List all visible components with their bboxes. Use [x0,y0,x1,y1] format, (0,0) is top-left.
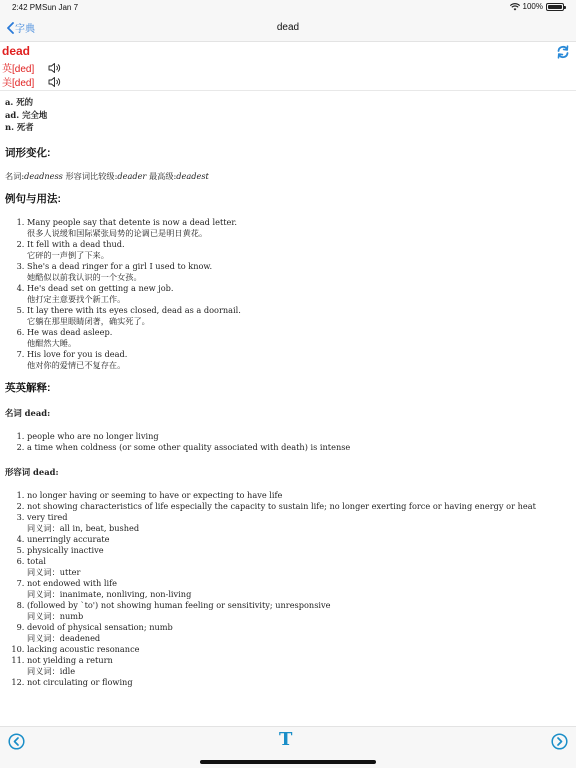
pronunciation-uk-text: 英[ded] [2,64,35,75]
morph-value: deadest [176,170,209,181]
example-zh: 她酷似以前我认识的一个女孩。 [27,271,142,282]
example-en: She's a dead ringer for a girl I used to know. [27,260,213,271]
definition-content[interactable] [0,93,576,726]
example-item [27,217,576,239]
synonyms: 同义词：inanimate, nonliving, non-living [27,588,192,599]
definition-text: not yielding a return [27,654,113,665]
status-time: 2:42 PM [12,3,42,12]
example-zh: 它砰的一声倒了下来。 [27,249,109,260]
adjective-definition-item [27,622,576,644]
definition-text: very tired [27,511,68,522]
adjective-definition-item [27,534,576,545]
battery-percent: 100% [522,2,543,11]
bottom-toolbar [0,726,576,768]
example-zh: 他对你的爱情已不复存在。 [27,359,126,370]
definition-text: not endowed with life [27,577,117,588]
example-en: Many people say that detente is now a dead letter. [27,216,238,227]
morph-label: 名词: [5,170,25,181]
header-divider [0,90,576,91]
pronunciation-uk [2,60,62,75]
morph-value: deadness [24,170,63,181]
definition-text: unerringly accurate [27,533,110,544]
adjective-definition-item [27,600,576,622]
noun-definition-item: 2. a time when coldness (or some other quality associated with death) is intense [27,442,576,453]
next-word-button[interactable] [551,733,568,750]
adjective-heading: 形容词 dead: [5,466,59,477]
definition-text: physically inactive [27,544,104,555]
page-title: dead [276,22,300,33]
synonyms: 同义词：all in, beat, bushed [27,522,140,533]
back-label: 字典 [15,24,35,35]
example-en: He was dead asleep. [27,326,113,337]
example-en: It lay there with its eyes closed, dead as a doornail. [27,304,241,315]
definition-item: a. 死的 [5,97,34,107]
example-item [27,261,576,283]
definition-text: not circulating or flowing [27,676,133,687]
example-zh: 他打定主意要找个新工作。 [27,293,126,304]
adjective-definition-item [27,545,576,556]
pronunciation-us-text: 美[ded] [2,78,35,89]
adjective-definition-item [27,512,576,534]
morph-heading: 词形变化: [5,146,51,159]
examples-list [0,217,576,371]
word-header [0,42,576,90]
synonyms: 同义词：numb [27,610,84,621]
example-en: His love for you is dead. [27,348,128,359]
wifi-icon [510,3,520,11]
example-zh: 很多人说缓和国际紧张局势的论调已是明日黄花。 [27,227,208,238]
noun-definition-item: 1. people who are no longer living [27,431,576,442]
definition-item: n. 死者 [5,122,34,132]
adjective-definitions [0,490,576,688]
synonyms: 同义词：deadened [27,632,101,643]
definition-text: lacking acoustic resonance [27,643,140,654]
adjective-definition-item [27,501,576,512]
definition-text: no longer having or seeming to have or expecting to have life [27,489,283,500]
adjective-definition-item [27,490,576,501]
adjective-definition-item [27,644,576,655]
example-item [27,283,576,305]
example-item [27,349,576,371]
english-heading: 英英解释: [5,381,51,394]
battery-icon [546,3,564,11]
example-item [27,239,576,261]
definition-text: devoid of physical sensation; numb [27,621,173,632]
navigation-bar [0,14,576,42]
home-indicator[interactable] [200,760,376,764]
headword: dead [2,44,31,58]
morph-value: deader [117,170,147,181]
example-zh: 他酣然大睡。 [27,337,77,348]
adjective-definition-item [27,556,576,578]
definition-item: ad. 完全地 [5,109,48,120]
definition-text: not showing characteristics of life especially the capacity to sustain life; no longer exerting force or having energy or heat [27,500,536,511]
refresh-icon[interactable] [556,45,570,59]
status-bar [0,0,576,14]
synonyms: 同义词：idle [27,665,76,676]
morph-label: 最高级: [146,170,177,181]
examples-heading: 例句与用法: [5,192,61,205]
noun-definitions [0,431,576,453]
example-en: It fell with a dead thud. [27,238,125,249]
example-en: He's dead set on getting a new job. [27,282,174,293]
status-right [510,2,564,11]
adjective-definition-item [27,677,576,688]
morph-line [0,171,576,182]
example-item [27,327,576,349]
status-date: Sun Jan 7 [42,3,79,12]
definition-text: (followed by `to') not showing human feeling or sensitivity; unresponsive [27,599,331,610]
adjective-definition-item [27,655,576,677]
definition-text: total [27,555,47,566]
example-item [27,305,576,327]
synonyms: 同义词：utter [27,566,81,577]
morph-label: 形容词比较级: [62,170,118,181]
text-size-button[interactable]: T [279,729,293,750]
noun-heading: 名词 dead: [5,407,51,418]
speaker-uk-icon[interactable] [48,62,62,74]
basic-definitions [0,96,576,134]
example-zh: 它躺在那里眼睛闭著，确实死了。 [27,315,150,326]
pronunciation-us [2,74,62,89]
speaker-us-icon[interactable] [48,76,62,88]
adjective-definition-item [27,578,576,600]
previous-word-button[interactable] [8,733,25,750]
